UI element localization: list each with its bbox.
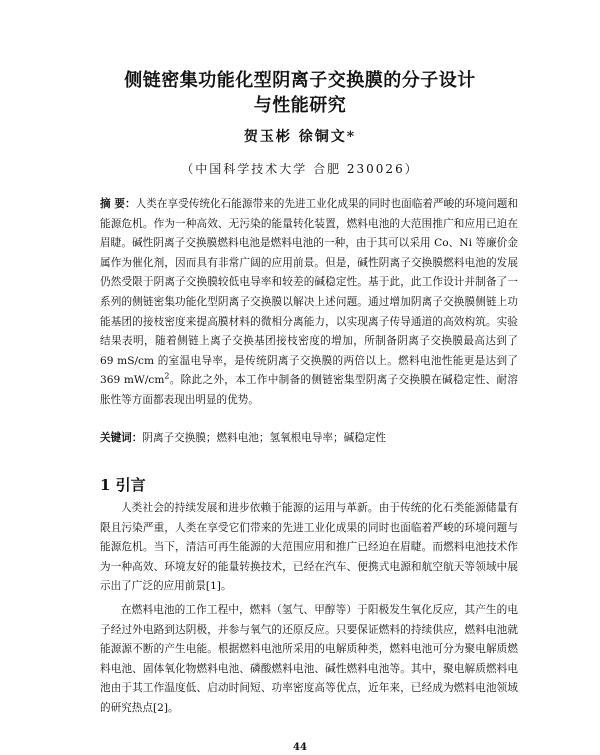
abstract-superscript: 2: [164, 371, 170, 381]
abstract-text: 人类在享受传统化石能源带来的先进工业化成果的同时也面临着严峻的环境问题和能源危机。作为一种高效、无污染的能量转化装置，燃料电池的大范围推广和应用已迫在眉睫。碱性阴离子交换膜燃料电池是燃料电池的一种，由于其可以采用 Co、Ni 等廉价金属作为催化剂，因而具有非常广阔的应用前景。但是，碱性阴离子交换膜燃料电池的发展仍然受限于阴离子交换膜较低电导率和较差的碱稳定性。基于此，此工作设计并制备了一系列的侧链密集功能化型阴离子交换膜以解决上述问题。通过增加阴离子交换膜侧链上功能基团的接枝密度来提高膜材料的微相分离能力，以实现离子传导通道的高效构筑。实验结果表明，随着侧链上离子交换基团接枝密度的增加，所制备阴离子交换膜最高达到了 69 mS/cm 的室温电导率，是传统阴离子交换膜的两倍以上。燃料电池性能更是达到了 369 mW/cm: [100, 198, 518, 387]
abstract-label: 摘 要：: [100, 198, 136, 210]
paper-title-line1: 侧链密集功能化型阴离子交换膜的分子设计: [124, 70, 476, 91]
affiliation: （中国科学技术大学 合肥 230026）: [181, 162, 419, 176]
section-heading: 1 引言: [100, 476, 146, 494]
keywords-label: 关键词：: [100, 432, 143, 444]
paragraph-1: 人类社会的持续发展和进步依赖于能源的运用与革新。由于传统的化石类能源储量有限且污染严重，人类在享受它们带来的先进工业化成果的同时也面临着严峻的环境问题与能源危机。当下，清洁可再生能源的大范围应用和推广已经迫在眉睫。而燃料电池技术作为一种高效、环境友好的能量转换技术，已经在汽车、便携式电源和航空航天等领域中展示出了广泛的应用前景[1]。: [100, 502, 518, 593]
abstract: [100, 195, 518, 411]
page-number: 44: [293, 742, 307, 753]
paragraph-2: 在燃料电池的工作工程中，燃料（氢气、甲醇等）于阳极发生氧化反应，其产生的电子经过外电路到达阴极，并参与氧气的还原反应。只要保证燃料的持续供应，燃料电池就能源源不断的产生电能。根据燃料电池所采用的电解质种类，燃料电池可分为聚电解质燃料电池、固体氧化物燃料电池、磷酸燃料电池、碱性燃料电池等。其中，聚电解质燃料电池由于其工作温度低、启动时间短、功率密度高等优点，近年来，已经成为燃料电池领域的研究热点[2]。: [100, 604, 518, 714]
keywords: [100, 430, 518, 445]
paper-title-line2: 与性能研究: [253, 95, 347, 116]
authors: 贺玉彬 徐铜文*: [243, 129, 357, 145]
keywords-text: 阴离子交换膜；燃料电池；氢氧根电导率；碱稳定性: [142, 432, 387, 444]
abstract-tail: 。除此之外，本工作中制备的侧链密集型阴离子交换膜在碱稳定性、耐溶胀性等方面都表现出明显的优势。: [100, 374, 518, 406]
